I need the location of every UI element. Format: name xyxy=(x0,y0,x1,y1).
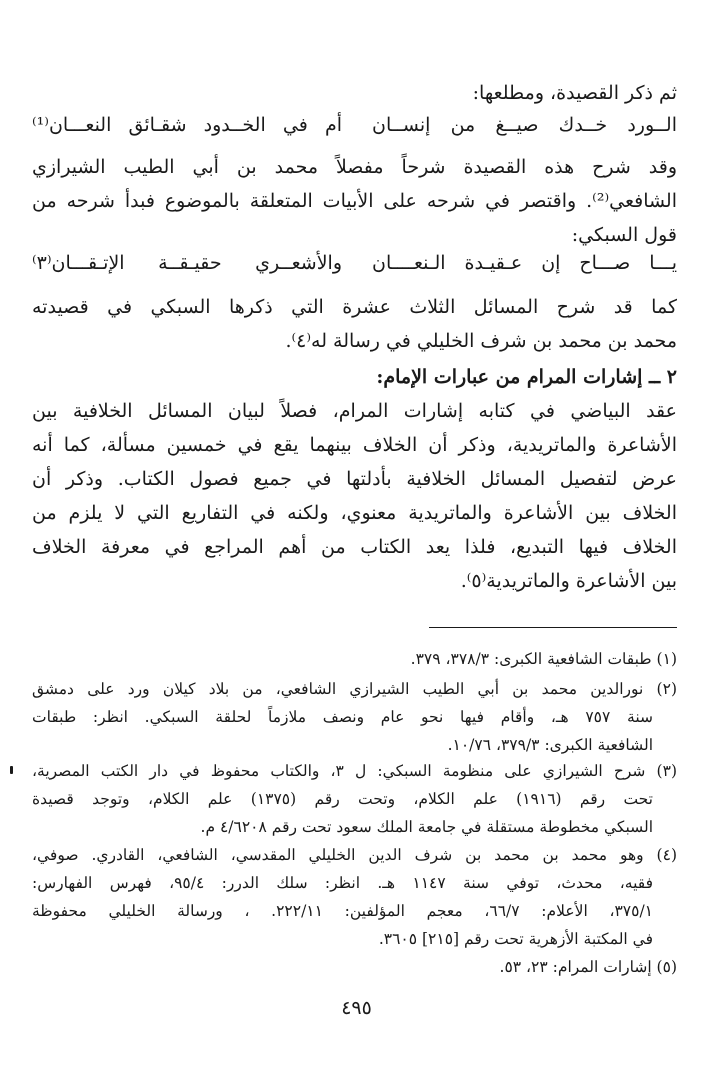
paragraph-line: الخلاف فيها التبديع، فلذا يعد الكتاب من أهم المراجع في معرفة الخلاف xyxy=(32,536,677,558)
verse-2-first-hemistich: يـــا صـــاح إن عـقيـدة الـنعــــان xyxy=(372,252,677,274)
paragraph-line: الأشاعرة والماتريدية، وذكر أن الخلاف بينهما يقع في خمسين مسألة، كما أنه xyxy=(32,434,677,456)
section-heading: ٢ ــ إشارات المرام من عبارات الإمام: xyxy=(376,366,677,388)
footnote-5: (٥) إشارات المرام: ٢٣، ٥٣. xyxy=(499,958,677,976)
footnote-2: (٢) نورالدين محمد بن أبي الطيب الشيرازي الشافعي، من بلاد كيلان ورد على دمشق xyxy=(32,680,677,698)
verse-1-first-hemistich: الــورد خــدك صيــغ من إنســان xyxy=(372,114,677,136)
footnote-4: (٤) وهو محمد بن محمد بن شرف الدين الخليلي المقدسي، الشافعي، القادري. صوفي، xyxy=(32,846,677,864)
footnote-3-cont: تحت رقم (١٩١٦) علم الكلام، وتحت رقم (١٣٧٥) علم الكلام، وتوجد قصيدة xyxy=(32,790,653,808)
footnote-2-cont: سنة ٧٥٧ هـ، وأقام فيها نحو عام ونصف ملازماً لحلقة السبكي. انظر: طبقات xyxy=(32,708,653,726)
footnote-3-cont: السبكي مخطوطة مستقلة في جامعة الملك سعود تحت رقم ٤/٦٢٠٨ م. xyxy=(200,818,653,836)
paragraph-line: بين الأشاعرة والماتريدية⁽٥⁾. xyxy=(460,570,677,592)
footnote-3: (٣) شرح الشيرازي على منظومة السبكي: ل ٣، والكتاب محفوظ في دار الكتب المصرية، xyxy=(32,762,677,780)
margin-mark xyxy=(10,766,13,774)
poem-verse-1 xyxy=(32,110,677,140)
verse-2-second-hemistich: والأشعــري حقيـقــة الإتـقـــان⁽٣⁾ xyxy=(32,252,342,274)
footnote-4-cont: ٣٧٥/١، الأعلام: ٦٦/٧، معجم المؤلفين: ٢٢٢/١١. ، ورسالة الخليلي محفوظة xyxy=(32,902,653,920)
poem-verse-2 xyxy=(32,248,677,278)
verse-1-second-hemistich: أم في الخــدود شقـائق النعـــان⁽¹⁾ xyxy=(32,114,342,136)
paragraph-line: قول السبكي: xyxy=(571,224,677,246)
paragraph-line: كما قد شرح المسائل الثلاث عشرة التي ذكرها السبكي في قصيدته xyxy=(32,296,677,318)
paragraph-line: وقد شرح هذه القصيدة شرحاً مفصلاً محمد بن أبي الطيب الشيرازي xyxy=(32,156,677,178)
footnote-4-cont: فقيه، محدث، توفي سنة ١١٤٧ هـ. انظر: سلك الدرر: ٩٥/٤، فهرس الفهارس: xyxy=(32,874,653,892)
footnote-2-cont: الشافعية الكبرى: ٣٧٩/٣، ١٠/٧٦. xyxy=(447,736,653,754)
paragraph-line: عرض لتفصيل المسائل الخلافية بأدلتها في جميع فصول الكتاب. وذكر أن xyxy=(32,468,677,490)
footnote-4-cont: في المكتبة الأزهرية تحت رقم [٢١٥] ٣٦٠٥. xyxy=(378,930,653,948)
intro-line: ثم ذكر القصيدة، ومطلعها: xyxy=(472,82,677,104)
paragraph-line: الشافعي⁽²⁾. واقتصر في شرحه على الأبيات المتعلقة بالموضوع فبدأ شرحه من xyxy=(32,190,677,212)
footnote-separator xyxy=(429,627,677,628)
paragraph-line: الخلاف بين الأشاعرة والماتريدية معنوي، ولكنه في التفاريع التي لا يلزم من xyxy=(32,502,677,524)
footnote-1: (١) طبقات الشافعية الكبرى: ٣٧٨/٣، ٣٧٩. xyxy=(410,650,677,668)
paragraph-line: عقد البياضي في كتابه إشارات المرام، فصلاً لبيان المسائل الخلافية بين xyxy=(32,400,677,422)
page-number: ٤٩٥ xyxy=(341,997,372,1019)
paragraph-line: محمد بن محمد بن شرف الخليلي في رسالة له⁽٤⁾. xyxy=(285,330,677,352)
